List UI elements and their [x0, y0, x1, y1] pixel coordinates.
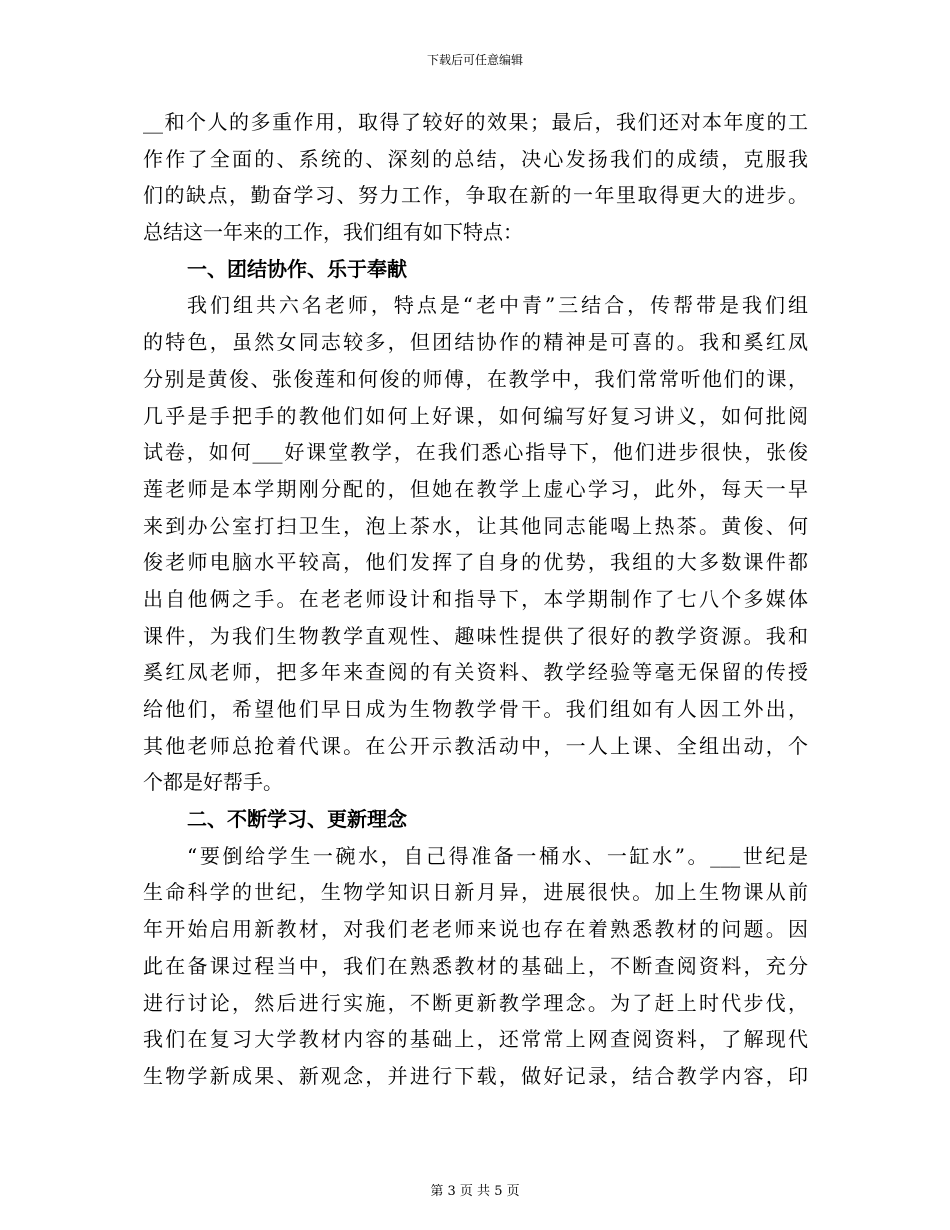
body-line: 莲老师是本学期刚分配的，但她在教学上虚心学习，此外，每天一早	[143, 476, 808, 501]
body-line: “要倒给学生一碗水，自己得准备一桶水、一缸水”。___世纪是	[187, 843, 808, 868]
body-line: 奚红凤老师，把多年来查阅的有关资料、教学经验等毫无保留的传授	[143, 660, 808, 685]
body-line: 生命科学的世纪，生物学知识日新月异，进展很快。加上生物课从前	[143, 880, 808, 905]
body-line: 来到办公室打扫卫生，泡上茶水，让其他同志能喝上热茶。黄俊、何	[143, 513, 808, 538]
document-body	[143, 104, 808, 1095]
body-line: 年开始启用新教材，对我们老老师来说也存在着熟悉教材的问题。因	[143, 917, 808, 942]
body-line: 我们在复习大学教材内容的基础上，还常常上网查阅资料，了解现代	[143, 1027, 808, 1052]
body-line: 生物学新成果、新观念，并进行下载，做好记录，结合教学内容，印	[143, 1063, 808, 1088]
body-line: __和个人的多重作用，取得了较好的效果；最后，我们还对本年度的工	[143, 110, 808, 134]
body-line: 课件，为我们生物教学直观性、趣味性提供了很好的教学资源。我和	[143, 623, 808, 648]
section-heading-2: 二、不断学习、更新理念	[187, 807, 407, 832]
body-line: 俊老师电脑水平较高，他们发挥了自身的优势，我组的大多数课件都	[143, 550, 808, 575]
page-header: 下载后可任意编辑	[426, 53, 523, 67]
body-line: 作作了全面的、系统的、深刻的总结，决心发扬我们的成绩，克服我	[143, 146, 808, 171]
body-line: 此在备课过程当中，我们在熟悉教材的基础上，不断查阅资料，充分	[143, 953, 808, 978]
body-line: 给他们，希望他们早日成为生物教学骨干。我们组如有人因工外出，	[143, 697, 808, 721]
body-line: 进行讨论，然后进行实施，不断更新教学理念。为了赶上时代步伐，	[143, 990, 808, 1015]
body-line: 总结这一年来的工作，我们组有如下特点：	[143, 220, 523, 245]
body-line: 试卷，如何___好课堂教学，在我们悉心指导下，他们进步很快，张俊	[143, 440, 808, 465]
body-line: 个都是好帮手。	[143, 770, 283, 795]
body-line: 们的缺点，勤奋学习、努力工作，争取在新的一年里取得更大的进步。	[143, 183, 808, 208]
section-heading-1: 一、团结协作、乐于奉献	[187, 256, 407, 281]
body-line: 几乎是手把手的教他们如何上好课，如何编写好复习讲义，如何批阅	[143, 403, 808, 428]
page-number: 第 3 页 共 5 页	[430, 1184, 520, 1199]
body-line: 的特色，虽然女同志较多，但团结协作的精神是可喜的。我和奚红凤	[143, 330, 808, 355]
body-line: 出自他俩之手。在老老师设计和指导下，本学期制作了七八个多媒体	[143, 586, 808, 611]
body-line: 分别是黄俊、张俊莲和何俊的师傅，在教学中，我们常常听他们的课，	[143, 366, 808, 391]
body-line: 其他老师总抢着代课。在公开示教活动中，一人上课、全组出动，个	[143, 733, 808, 758]
body-line: 我们组共六名老师，特点是“老中青”三结合，传帮带是我们组	[187, 293, 808, 318]
